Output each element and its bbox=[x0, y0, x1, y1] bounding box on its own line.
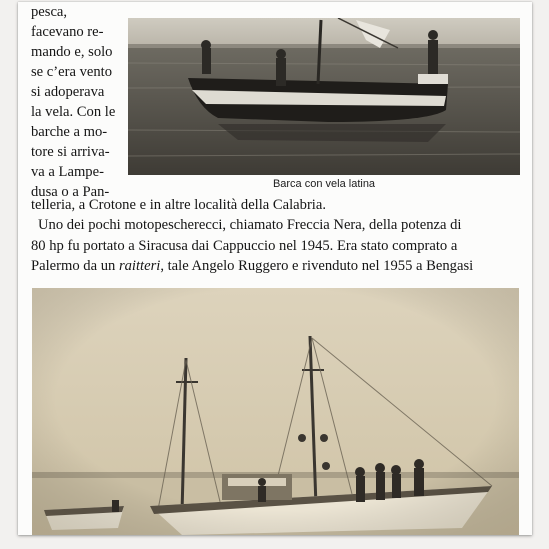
text-line: telleria, a Crotone e in altre località della Calabria. bbox=[31, 197, 326, 213]
text-segment: , tale Angelo Ruggero e rivenduto nel 1955 a Bengasi bbox=[160, 257, 474, 274]
sailboat-photo bbox=[128, 18, 520, 175]
fishing-boat-photo bbox=[32, 288, 519, 535]
italic-word: raitteri bbox=[118, 257, 161, 274]
text-line bbox=[31, 256, 523, 276]
text-line: mando e, solo bbox=[31, 44, 113, 60]
text-line: barche a mo- bbox=[31, 124, 108, 140]
text-line: va a Lampe- bbox=[31, 164, 104, 180]
text-line: dusa o a Pan- bbox=[31, 184, 110, 200]
text-line: tore si arriva- bbox=[31, 144, 110, 160]
book-page bbox=[18, 2, 532, 535]
left-text-column bbox=[31, 2, 126, 202]
text-line: la vela. Con le bbox=[31, 104, 116, 120]
text-line: se c’era vento bbox=[31, 64, 113, 80]
text-line: 80 hp fu portato a Siracusa dai Cappuccio nel 1945. Era stato comprato a bbox=[31, 237, 458, 254]
text-line: pesca, bbox=[31, 4, 68, 20]
photo-caption: Barca con vela latina bbox=[272, 178, 376, 190]
sailboat-image bbox=[128, 18, 520, 175]
fishing-boat-image bbox=[32, 288, 519, 535]
text-line: facevano re- bbox=[31, 24, 104, 40]
body-text bbox=[31, 195, 523, 276]
text-segment: Palermo da un bbox=[31, 257, 119, 274]
text-line: Uno dei pochi motopescherecci, chiamato Freccia Nera, della potenza di bbox=[38, 217, 462, 234]
text-line: si adoperava bbox=[31, 84, 105, 100]
